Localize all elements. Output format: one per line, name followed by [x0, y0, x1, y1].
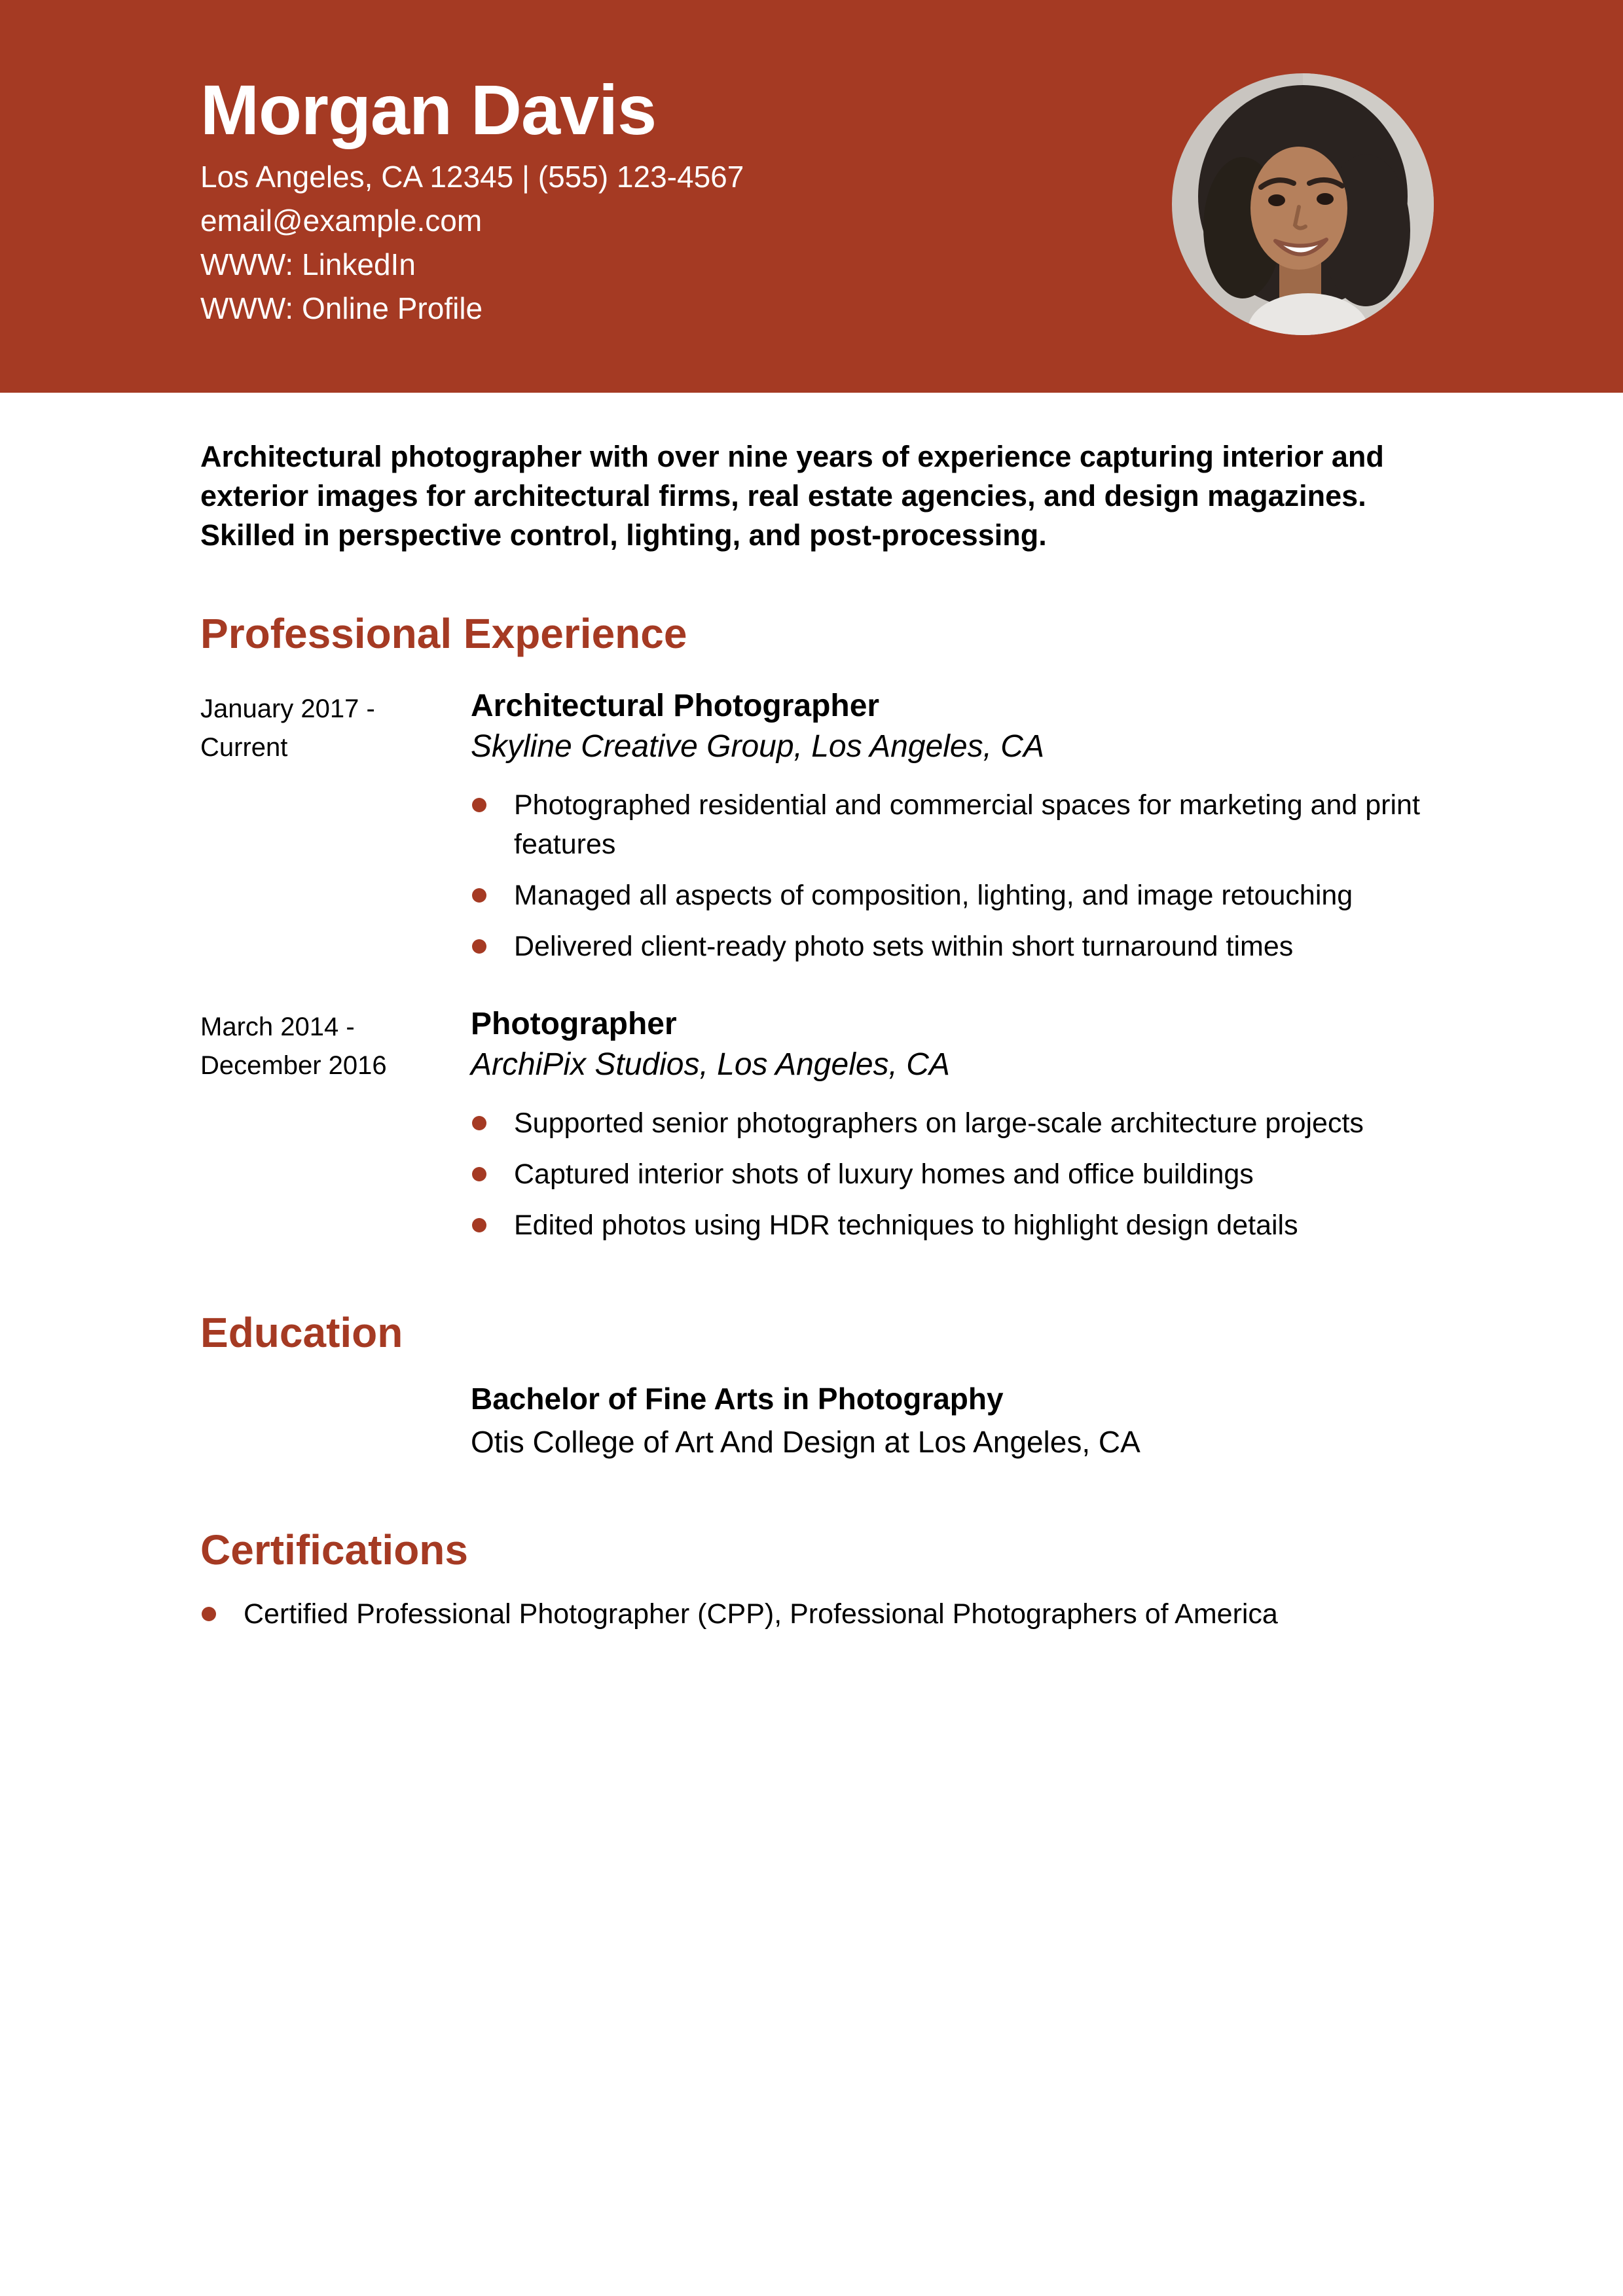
bullet-icon [472, 1218, 486, 1232]
bullet-text: Edited photos using HDR techniques to highlight design details [514, 1210, 1298, 1241]
list-item [200, 1594, 1357, 1634]
bullet-icon [472, 888, 486, 903]
list-item [471, 876, 1423, 915]
job-1-bullet-list [471, 785, 1423, 966]
bullet-icon [202, 1607, 216, 1621]
bullet-icon [472, 1116, 486, 1130]
job-2-dates-line-2: December 2016 [200, 1051, 387, 1080]
list-item [471, 785, 1423, 864]
bullet-text: Delivered client-ready photo sets within short turnaround times [514, 931, 1294, 962]
job-entry-1 [200, 686, 1423, 978]
bullet-icon [472, 939, 486, 954]
school-name: Otis College of Art And Design at Los Angeles, CA [471, 1425, 1140, 1459]
job-1-dates [200, 686, 471, 978]
job-2-bullet-list [471, 1103, 1423, 1245]
contact-linkedin-link: WWW: LinkedIn [200, 247, 416, 281]
bullet-text: Photographed residential and commercial spaces for marketing and print features [514, 789, 1420, 860]
bullet-text: Supported senior photographers on large-scale architecture projects [514, 1107, 1364, 1139]
degree-title: Bachelor of Fine Arts in Photography [471, 1382, 1004, 1416]
header-band [0, 0, 1623, 393]
section-heading-experience: Professional Experience [200, 610, 687, 657]
bullet-text: Managed all aspects of composition, lighting, and image retouching [514, 880, 1353, 911]
section-heading-certifications: Certifications [200, 1526, 468, 1573]
job-2-dates [200, 1004, 471, 1257]
contact-online-profile-link: WWW: Online Profile [200, 291, 483, 325]
job-2-company: ArchiPix Studios, Los Angeles, CA [471, 1047, 950, 1082]
education-entry [471, 1377, 1423, 1463]
certifications-list [200, 1594, 1423, 1634]
section-heading-education: Education [200, 1309, 403, 1356]
job-1-title: Architectural Photographer [471, 689, 880, 723]
bullet-text: Captured interior shots of luxury homes and office buildings [514, 1158, 1254, 1190]
job-1-company: Skyline Creative Group, Los Angeles, CA [471, 729, 1044, 764]
profile-photo-illustration [1172, 73, 1434, 335]
job-2-details [471, 1004, 1423, 1257]
job-1-dates-line-2: Current [200, 733, 288, 762]
summary-paragraph: Architectural photographer with over nine years of experience capturing interior and exterior images for architectural firms, real estate agencies, and design magazines. Skilled in perspective control, lighting, and post-processing. [200, 440, 1384, 552]
list-item [471, 1206, 1423, 1245]
job-1-details [471, 686, 1423, 978]
job-entry-2 [200, 1004, 1423, 1257]
job-2-title: Photographer [471, 1007, 677, 1041]
person-name: Morgan Davis [200, 70, 657, 149]
bullet-icon [472, 798, 486, 812]
resume-body [0, 437, 1623, 1634]
job-1-dates-line-1: January 2017 - [200, 694, 375, 723]
bullet-icon [472, 1167, 486, 1181]
contact-email: email@example.com [200, 204, 483, 238]
contact-location-phone: Los Angeles, CA 12345 | (555) 123-4567 [200, 160, 744, 194]
certification-text: Certified Professional Photographer (CPP), Professional Photographers of America [244, 1598, 1278, 1630]
profile-photo [1172, 73, 1434, 335]
job-2-dates-line-1: March 2014 - [200, 1013, 355, 1041]
list-item [471, 1155, 1423, 1194]
list-item [471, 927, 1423, 966]
list-item [471, 1103, 1423, 1143]
